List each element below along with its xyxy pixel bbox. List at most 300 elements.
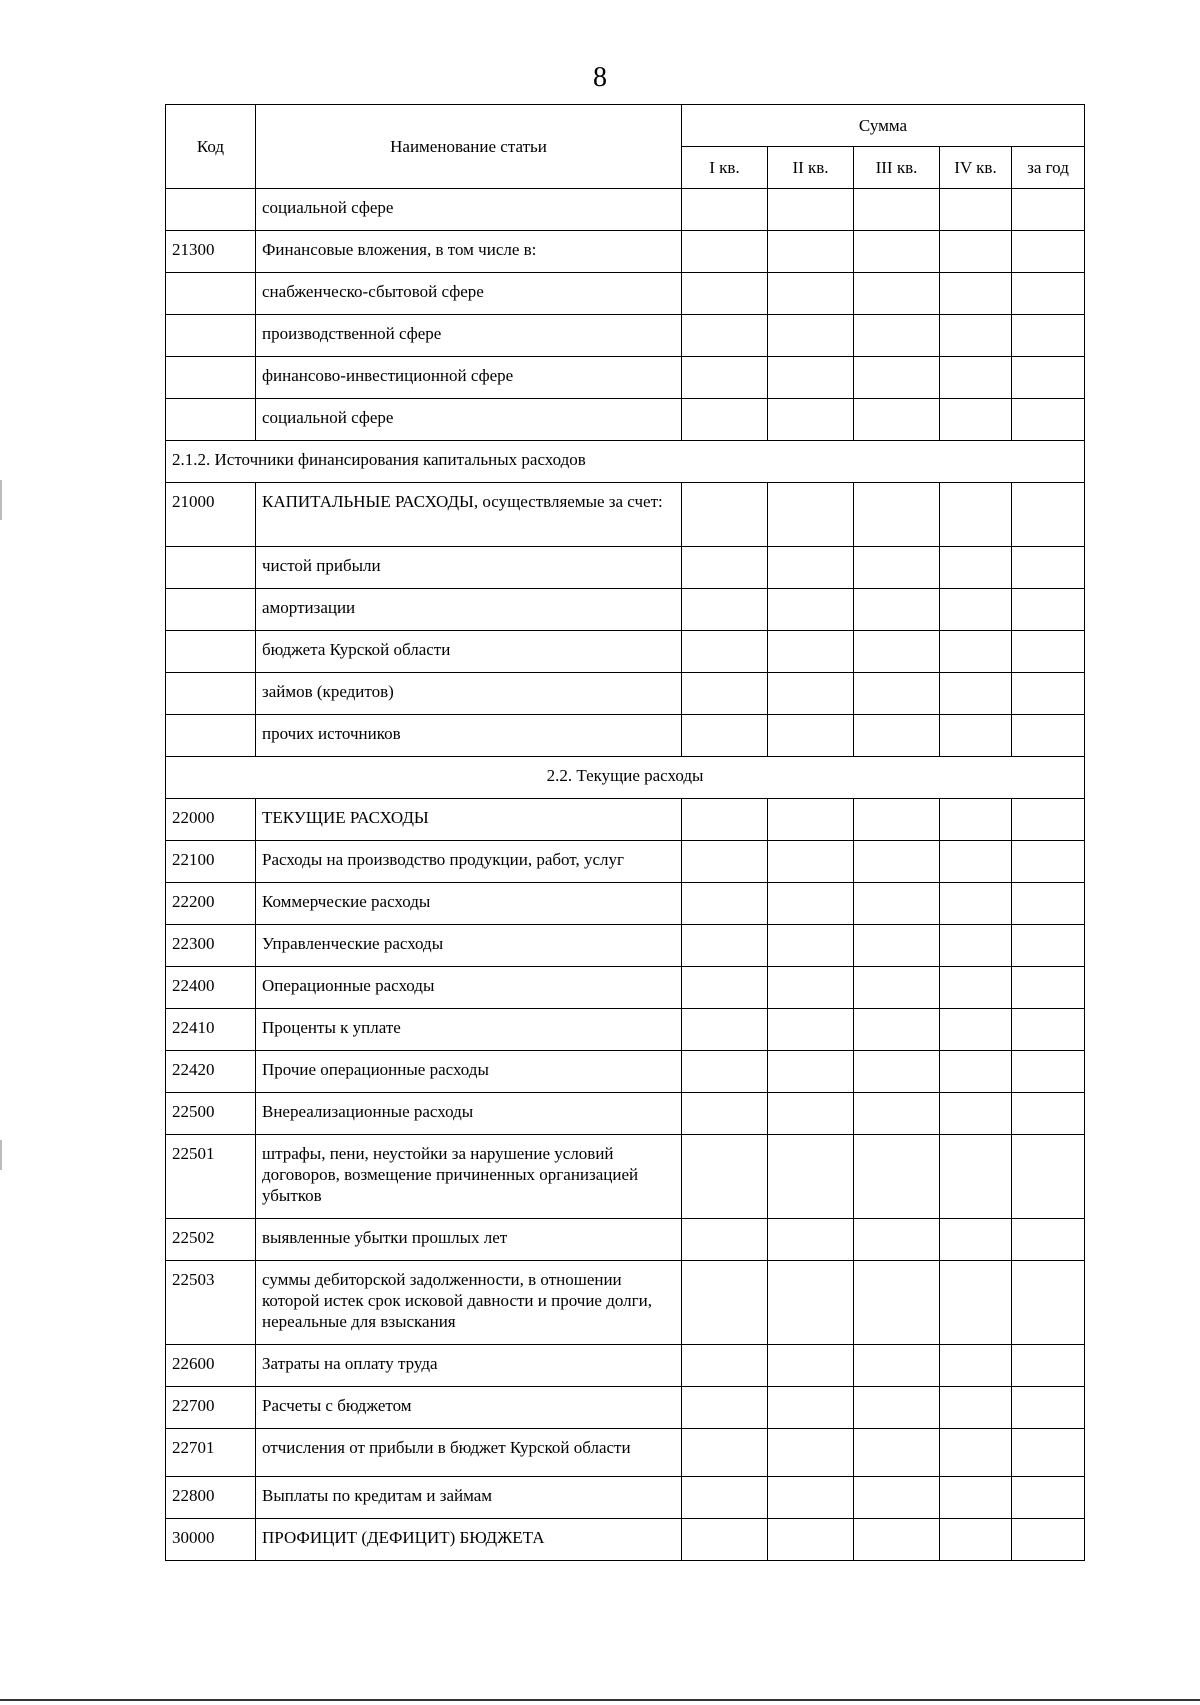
sum-cell-q4: [940, 483, 1012, 547]
sum-cell-q4: [940, 189, 1012, 231]
header-period-q4: IV кв.: [940, 147, 1012, 189]
code-text: [166, 631, 255, 639]
table-row: [166, 231, 1085, 273]
name-cell: [256, 1345, 682, 1387]
sum-cell-q4: [940, 273, 1012, 315]
sum-cell-q3: [854, 1261, 940, 1345]
table-row: [166, 1051, 1085, 1093]
sum-cell-q3: [854, 1477, 940, 1519]
code-cell: [166, 1135, 256, 1219]
sum-cell-q1: [682, 1387, 768, 1429]
code-cell: [166, 315, 256, 357]
code-cell: [166, 483, 256, 547]
sum-cell-q1: [682, 399, 768, 441]
table-row: [166, 799, 1085, 841]
code-cell: [166, 883, 256, 925]
code-text: 22300: [172, 934, 215, 953]
sum-cell-q2: [768, 1009, 854, 1051]
sum-cell-q3: [854, 1093, 940, 1135]
sum-cell-q1: [682, 1519, 768, 1561]
sum-cell-q2: [768, 1219, 854, 1261]
name-text: Расходы на производство продукции, работ, услуг: [262, 850, 624, 869]
sum-cell-q2: [768, 883, 854, 925]
name-cell: [256, 799, 682, 841]
name-cell: [256, 1093, 682, 1135]
code-text: [166, 547, 255, 555]
sum-cell-q4: [940, 357, 1012, 399]
name-text: выявленные убытки прошлых лет: [262, 1228, 508, 1247]
name-cell: [256, 357, 682, 399]
table-row: [166, 1387, 1085, 1429]
code-cell: [166, 1429, 256, 1477]
sum-cell-q1: [682, 1051, 768, 1093]
code-cell: [166, 1009, 256, 1051]
sum-cell-q1: [682, 273, 768, 315]
sum-cell-q4: [940, 589, 1012, 631]
name-text: Финансовые вложения, в том числе в:: [262, 240, 537, 259]
header-name: Наименование статьи: [256, 105, 682, 189]
sum-cell-q3: [854, 883, 940, 925]
sum-cell-q4: [940, 1135, 1012, 1219]
sum-cell-year: [1012, 273, 1085, 315]
name-cell: [256, 315, 682, 357]
sum-cell-q4: [940, 841, 1012, 883]
name-cell: [256, 1387, 682, 1429]
code-text: 22000: [172, 808, 215, 827]
code-text: 21300: [172, 240, 215, 259]
name-text: финансово-инвестиционной сфере: [262, 366, 514, 385]
sum-cell-q4: [940, 1219, 1012, 1261]
name-text: чистой прибыли: [262, 556, 381, 575]
name-text: Операционные расходы: [262, 976, 435, 995]
sum-cell-q2: [768, 315, 854, 357]
sum-cell-q3: [854, 1519, 940, 1561]
sum-cell-q2: [768, 715, 854, 757]
name-text: социальной сфере: [262, 198, 394, 217]
sum-cell-q2: [768, 1429, 854, 1477]
page-number: 8: [593, 62, 607, 93]
code-cell: [166, 967, 256, 1009]
sum-cell-q1: [682, 547, 768, 589]
table-row: [166, 273, 1085, 315]
name-text: Затраты на оплату труда: [262, 1354, 438, 1373]
sum-cell-q1: [682, 883, 768, 925]
code-text: 22420: [172, 1060, 215, 1079]
sum-cell-q2: [768, 357, 854, 399]
code-cell: [166, 925, 256, 967]
code-text: 22800: [172, 1486, 215, 1505]
sum-cell-q2: [768, 1051, 854, 1093]
name-cell: [256, 631, 682, 673]
table-row: [166, 399, 1085, 441]
name-cell: [256, 1219, 682, 1261]
table-row: [166, 315, 1085, 357]
name-cell: [256, 673, 682, 715]
code-cell: [166, 357, 256, 399]
name-text: отчисления от прибыли в бюджет Курской области: [262, 1438, 631, 1457]
name-cell: [256, 1051, 682, 1093]
sum-cell-q1: [682, 967, 768, 1009]
sum-cell-q3: [854, 357, 940, 399]
scan-bottom-line: [0, 1699, 1200, 1701]
sum-cell-q3: [854, 547, 940, 589]
code-text: [166, 589, 255, 597]
sum-cell-q4: [940, 231, 1012, 273]
name-cell: [256, 1261, 682, 1345]
table-row: [166, 883, 1085, 925]
name-cell: [256, 547, 682, 589]
code-cell: [166, 1519, 256, 1561]
code-cell: [166, 399, 256, 441]
sum-cell-q2: [768, 1093, 854, 1135]
header-period-q1: I кв.: [682, 147, 768, 189]
sum-cell-q1: [682, 315, 768, 357]
sum-cell-q4: [940, 1519, 1012, 1561]
table-row: [166, 841, 1085, 883]
section-title-text: 2.1.2. Источники финансирования капитальных расходов: [172, 450, 586, 469]
sum-cell-q2: [768, 399, 854, 441]
sum-cell-q1: [682, 631, 768, 673]
sum-cell-q2: [768, 189, 854, 231]
sum-cell-q2: [768, 547, 854, 589]
table-row: [166, 1345, 1085, 1387]
table-row: [166, 1261, 1085, 1345]
code-cell: [166, 273, 256, 315]
sum-cell-q4: [940, 673, 1012, 715]
name-text: социальной сфере: [262, 408, 394, 427]
sum-cell-q3: [854, 1135, 940, 1219]
sum-cell-q4: [940, 883, 1012, 925]
sum-cell-q3: [854, 631, 940, 673]
name-cell: [256, 841, 682, 883]
sum-cell-q3: [854, 1051, 940, 1093]
table-row: [166, 547, 1085, 589]
code-cell: [166, 1387, 256, 1429]
section-row: [166, 757, 1085, 799]
code-cell: [166, 547, 256, 589]
sum-cell-q2: [768, 631, 854, 673]
name-text: прочих источников: [262, 724, 401, 743]
table-row: [166, 631, 1085, 673]
sum-cell-q3: [854, 483, 940, 547]
sum-cell-q3: [854, 1429, 940, 1477]
name-cell: [256, 883, 682, 925]
sum-cell-year: [1012, 1345, 1085, 1387]
sum-cell-q1: [682, 841, 768, 883]
sum-cell-q1: [682, 1429, 768, 1477]
name-cell: [256, 1135, 682, 1219]
name-cell: [256, 273, 682, 315]
name-cell: [256, 231, 682, 273]
table-row: [166, 1519, 1085, 1561]
sum-cell-q1: [682, 1345, 768, 1387]
sum-cell-year: [1012, 1477, 1085, 1519]
sum-cell-year: [1012, 483, 1085, 547]
sum-cell-q3: [854, 715, 940, 757]
name-text: Управленческие расходы: [262, 934, 444, 953]
sum-cell-year: [1012, 547, 1085, 589]
sum-cell-q3: [854, 925, 940, 967]
code-text: 22700: [172, 1396, 215, 1415]
sum-cell-q4: [940, 799, 1012, 841]
name-cell: [256, 589, 682, 631]
sum-cell-q3: [854, 967, 940, 1009]
header-code: Код: [166, 105, 256, 189]
code-cell: [166, 589, 256, 631]
table-row: [166, 483, 1085, 547]
scan-edge-mark: [0, 1140, 2, 1170]
sum-cell-year: [1012, 1135, 1085, 1219]
code-text: 22400: [172, 976, 215, 995]
name-text: ТЕКУЩИЕ РАСХОДЫ: [262, 808, 429, 827]
code-text: [166, 673, 255, 681]
header-period-year: за год: [1012, 147, 1085, 189]
sum-cell-q1: [682, 1261, 768, 1345]
code-cell: [166, 1477, 256, 1519]
sum-cell-q3: [854, 231, 940, 273]
sum-cell-q4: [940, 1261, 1012, 1345]
name-text: штрафы, пени, неустойки за нарушение условий договоров, возмещение причиненных организацией убытков: [262, 1144, 639, 1205]
sum-cell-q4: [940, 967, 1012, 1009]
name-cell: [256, 483, 682, 547]
name-text: ПРОФИЦИТ (ДЕФИЦИТ) БЮДЖЕТА: [262, 1528, 545, 1547]
name-cell: [256, 399, 682, 441]
sum-cell-q4: [940, 1051, 1012, 1093]
sum-cell-year: [1012, 1429, 1085, 1477]
code-cell: [166, 231, 256, 273]
sum-cell-q3: [854, 589, 940, 631]
sum-cell-q3: [854, 1009, 940, 1051]
sum-cell-year: [1012, 189, 1085, 231]
code-cell: [166, 1093, 256, 1135]
sum-cell-q2: [768, 841, 854, 883]
sum-cell-q3: [854, 799, 940, 841]
sum-cell-q1: [682, 925, 768, 967]
sum-cell-q4: [940, 631, 1012, 673]
sum-cell-year: [1012, 1387, 1085, 1429]
sum-cell-q3: [854, 189, 940, 231]
sum-cell-q2: [768, 925, 854, 967]
table-row: [166, 1009, 1085, 1051]
code-text: [166, 189, 255, 197]
sum-cell-q3: [854, 1345, 940, 1387]
sum-cell-year: [1012, 1219, 1085, 1261]
sum-cell-year: [1012, 925, 1085, 967]
sum-cell-year: [1012, 357, 1085, 399]
code-text: 22502: [172, 1228, 215, 1247]
name-text: снабженческо-сбытовой сфере: [262, 282, 484, 301]
sum-cell-q1: [682, 589, 768, 631]
name-text: суммы дебиторской задолженности, в отношении которой истек срок исковой давности и прочие долги, нереальные для взыскания: [262, 1270, 652, 1331]
sum-cell-q2: [768, 231, 854, 273]
sum-cell-q3: [854, 315, 940, 357]
code-text: 21000: [172, 492, 215, 511]
name-text: КАПИТАЛЬНЫЕ РАСХОДЫ, осуществляемые за счет:: [262, 492, 663, 511]
code-text: [166, 273, 255, 281]
sum-cell-q1: [682, 673, 768, 715]
sum-cell-year: [1012, 1093, 1085, 1135]
sum-cell-year: [1012, 631, 1085, 673]
name-text: Проценты к уплате: [262, 1018, 401, 1037]
name-cell: [256, 189, 682, 231]
name-cell: [256, 1477, 682, 1519]
sum-cell-q4: [940, 1429, 1012, 1477]
name-text: Коммерческие расходы: [262, 892, 431, 911]
sum-cell-q4: [940, 925, 1012, 967]
name-text: производственной сфере: [262, 324, 442, 343]
section-title: [166, 757, 1085, 799]
name-cell: [256, 925, 682, 967]
name-text: бюджета Курской области: [262, 640, 451, 659]
table-row: [166, 1135, 1085, 1219]
sum-cell-year: [1012, 1009, 1085, 1051]
section-title-text: 2.2. Текущие расходы: [546, 766, 704, 785]
table-row: [166, 1219, 1085, 1261]
sum-cell-q2: [768, 589, 854, 631]
name-cell: [256, 1519, 682, 1561]
table-row: [166, 673, 1085, 715]
sum-cell-q1: [682, 1219, 768, 1261]
name-text: Расчеты с бюджетом: [262, 1396, 412, 1415]
code-text: 22701: [172, 1438, 215, 1457]
sum-cell-year: [1012, 673, 1085, 715]
code-cell: [166, 1261, 256, 1345]
sum-cell-q1: [682, 1009, 768, 1051]
sum-cell-q4: [940, 1009, 1012, 1051]
sum-cell-q4: [940, 399, 1012, 441]
code-text: 22500: [172, 1102, 215, 1121]
name-cell: [256, 1429, 682, 1477]
name-cell: [256, 967, 682, 1009]
code-cell: [166, 189, 256, 231]
sum-cell-year: [1012, 1051, 1085, 1093]
sum-cell-year: [1012, 231, 1085, 273]
header-sum: Сумма: [682, 105, 1085, 147]
sum-cell-q1: [682, 231, 768, 273]
header-period-q3: III кв.: [854, 147, 940, 189]
code-text: [166, 315, 255, 323]
sum-cell-q4: [940, 1093, 1012, 1135]
code-cell: [166, 841, 256, 883]
table-row: [166, 1477, 1085, 1519]
sum-cell-year: [1012, 1519, 1085, 1561]
code-text: 22503: [172, 1270, 215, 1289]
sum-cell-year: [1012, 883, 1085, 925]
code-text: 22100: [172, 850, 215, 869]
name-cell: [256, 715, 682, 757]
sum-cell-q3: [854, 273, 940, 315]
name-text: амортизации: [262, 598, 356, 617]
sum-cell-year: [1012, 315, 1085, 357]
sum-cell-q2: [768, 799, 854, 841]
budget-table: [165, 104, 1085, 1561]
sum-cell-q3: [854, 841, 940, 883]
sum-cell-q2: [768, 1519, 854, 1561]
code-cell: [166, 1051, 256, 1093]
table-row: [166, 357, 1085, 399]
sum-cell-q4: [940, 547, 1012, 589]
sum-cell-q2: [768, 483, 854, 547]
code-cell: [166, 1345, 256, 1387]
sum-cell-q4: [940, 715, 1012, 757]
scan-edge-mark: [0, 480, 2, 520]
code-text: 22501: [172, 1144, 215, 1163]
sum-cell-q2: [768, 1261, 854, 1345]
name-text: Прочие операционные расходы: [262, 1060, 489, 1079]
name-text: займов (кредитов): [262, 682, 394, 701]
code-text: 22600: [172, 1354, 215, 1373]
header-period-q2: II кв.: [768, 147, 854, 189]
sum-cell-q4: [940, 1345, 1012, 1387]
sum-cell-q4: [940, 315, 1012, 357]
sum-cell-q1: [682, 357, 768, 399]
name-text: Внереализационные расходы: [262, 1102, 474, 1121]
sum-cell-year: [1012, 715, 1085, 757]
sum-cell-year: [1012, 399, 1085, 441]
sum-cell-q1: [682, 715, 768, 757]
sum-cell-q1: [682, 1135, 768, 1219]
sum-cell-q1: [682, 1093, 768, 1135]
sum-cell-year: [1012, 589, 1085, 631]
sum-cell-year: [1012, 1261, 1085, 1345]
code-cell: [166, 631, 256, 673]
sum-cell-q4: [940, 1387, 1012, 1429]
code-text: [166, 399, 255, 407]
code-text: [166, 715, 255, 723]
code-cell: [166, 673, 256, 715]
code-text: 22410: [172, 1018, 215, 1037]
sum-cell-q1: [682, 1477, 768, 1519]
name-text: Выплаты по кредитам и займам: [262, 1486, 493, 1505]
sum-cell-q2: [768, 1135, 854, 1219]
code-text: 22200: [172, 892, 215, 911]
table-row: [166, 967, 1085, 1009]
sum-cell-year: [1012, 967, 1085, 1009]
name-cell: [256, 1009, 682, 1051]
table-row: [166, 589, 1085, 631]
table-row: [166, 925, 1085, 967]
sum-cell-q3: [854, 1387, 940, 1429]
code-cell: [166, 1219, 256, 1261]
sum-cell-q2: [768, 1387, 854, 1429]
sum-cell-q2: [768, 673, 854, 715]
sum-cell-q2: [768, 967, 854, 1009]
sum-cell-q3: [854, 673, 940, 715]
section-row: [166, 441, 1085, 483]
table-row: [166, 1429, 1085, 1477]
sum-cell-q4: [940, 1477, 1012, 1519]
sum-cell-q1: [682, 189, 768, 231]
sum-cell-q3: [854, 399, 940, 441]
code-text: 30000: [172, 1528, 215, 1547]
sum-cell-year: [1012, 799, 1085, 841]
section-title: [166, 441, 1085, 483]
sum-cell-q2: [768, 1345, 854, 1387]
sum-cell-q1: [682, 483, 768, 547]
sum-cell-q2: [768, 273, 854, 315]
table-row: [166, 189, 1085, 231]
code-cell: [166, 715, 256, 757]
sum-cell-year: [1012, 841, 1085, 883]
table-body: [166, 189, 1085, 1561]
sum-cell-q1: [682, 799, 768, 841]
code-cell: [166, 799, 256, 841]
sum-cell-q2: [768, 1477, 854, 1519]
table-row: [166, 715, 1085, 757]
code-text: [166, 357, 255, 365]
table-row: [166, 1093, 1085, 1135]
sum-cell-q3: [854, 1219, 940, 1261]
